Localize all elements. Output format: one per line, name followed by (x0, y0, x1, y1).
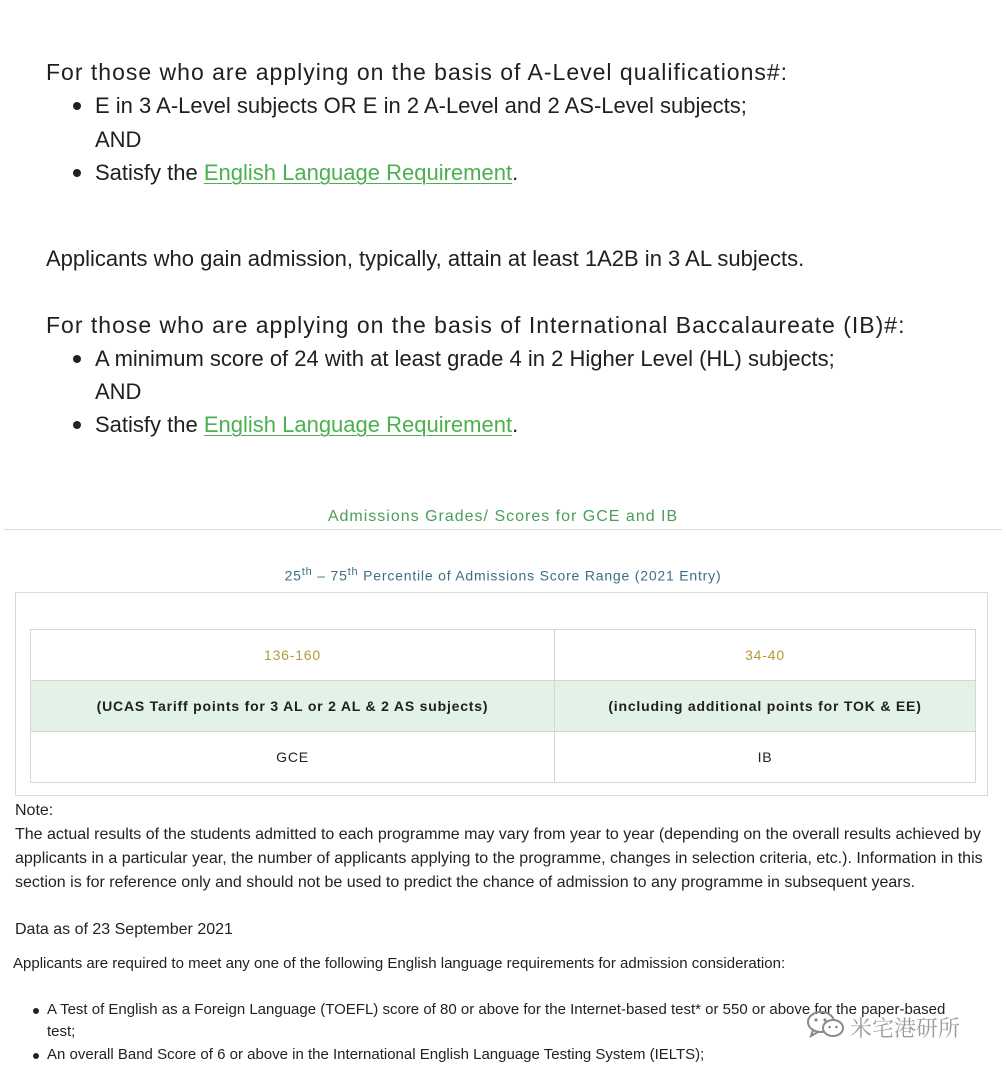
bullet-dot (33, 1008, 39, 1014)
note-body: The actual results of the students admitted to each programme may vary from year to year (depending on the overall results achieved by applicants in a particular year, the number of applicants applying to the programme, changes in selection criteria, etc.). Information in this section is for reference only and should not be used to predict the chance of admission to any programme in subsequent years. (15, 826, 983, 891)
ib-requirement-2-prefix: Satisfy the (95, 412, 204, 437)
english-intro: Applicants are required to meet any one of the following English language requirements for admission consideration: (13, 955, 786, 972)
alevel-requirement-2 (95, 160, 518, 186)
table-row (31, 630, 976, 681)
ielts-requirement: An overall Band Score of 6 or above in the International English Language Testing System (IELTS); (47, 1046, 705, 1063)
subtitle-superscript: th (347, 566, 359, 578)
bullet-dot (73, 102, 81, 110)
ib-requirement-2-suffix: . (512, 412, 519, 437)
table-cell: 34-40 (555, 630, 976, 681)
scores-table (30, 629, 976, 783)
subtitle-part: 25 (284, 567, 302, 584)
bullet-dot (73, 355, 81, 363)
table-cell: (UCAS Tariff points for 3 AL or 2 AL & 2 AS subjects) (31, 681, 555, 732)
ib-heading: For those who are applying on the basis of International Baccalaureate (IB)#: (46, 312, 906, 338)
ib-requirement-1: A minimum score of 24 with at least grade 4 in 2 Higher Level (HL) subjects; (95, 346, 835, 371)
toefl-requirement-cont: test; (47, 1023, 76, 1040)
toefl-requirement: A Test of English as a Foreign Language (TOEFL) score of 80 or above for the Internet-based test* or 550 or above for the paper-based (47, 1001, 946, 1018)
alevel-requirement-2-suffix: . (512, 160, 519, 185)
english-language-requirement-link[interactable]: English Language Requirement (203, 412, 513, 437)
english-language-requirement-link[interactable]: English Language Requirement (203, 160, 513, 185)
alevel-heading: For those who are applying on the basis of A-Level qualifications#: (46, 59, 789, 85)
table-cell: 136-160 (31, 630, 555, 681)
table-cell: GCE (31, 732, 555, 783)
table-row (31, 732, 976, 783)
typical-admission-text: Applicants who gain admission, typically, attain at least 1A2B in 3 AL subjects. (46, 246, 805, 271)
bullet-dot (73, 169, 81, 177)
watermark-text: 米宅港研所 (850, 1016, 961, 1041)
scores-title: Admissions Grades/ Scores for GCE and IB (327, 508, 679, 525)
subtitle-superscript: th (301, 566, 313, 578)
alevel-requirement-2-prefix: Satisfy the (95, 160, 204, 185)
bullet-dot (33, 1053, 39, 1059)
subtitle-part: Percentile of Admissions Score Range (2021 Entry) (358, 567, 722, 584)
ib-requirement-2 (95, 412, 518, 438)
bullet-dot (73, 421, 81, 429)
ib-and: AND (95, 379, 142, 404)
table-cell: (including additional points for TOK & EE) (555, 681, 976, 732)
table-row (31, 681, 976, 732)
alevel-and: AND (95, 127, 142, 152)
alevel-requirement-1: E in 3 A-Level subjects OR E in 2 A-Level and 2 AS-Level subjects; (95, 93, 747, 118)
divider (4, 529, 1002, 530)
table-cell: IB (555, 732, 976, 783)
scores-subtitle (0, 566, 1006, 584)
wechat-icon (806, 1009, 846, 1041)
data-date: Data as of 23 September 2021 (15, 921, 233, 938)
note-label: Note: (15, 802, 54, 819)
subtitle-part: – 75 (312, 567, 348, 584)
